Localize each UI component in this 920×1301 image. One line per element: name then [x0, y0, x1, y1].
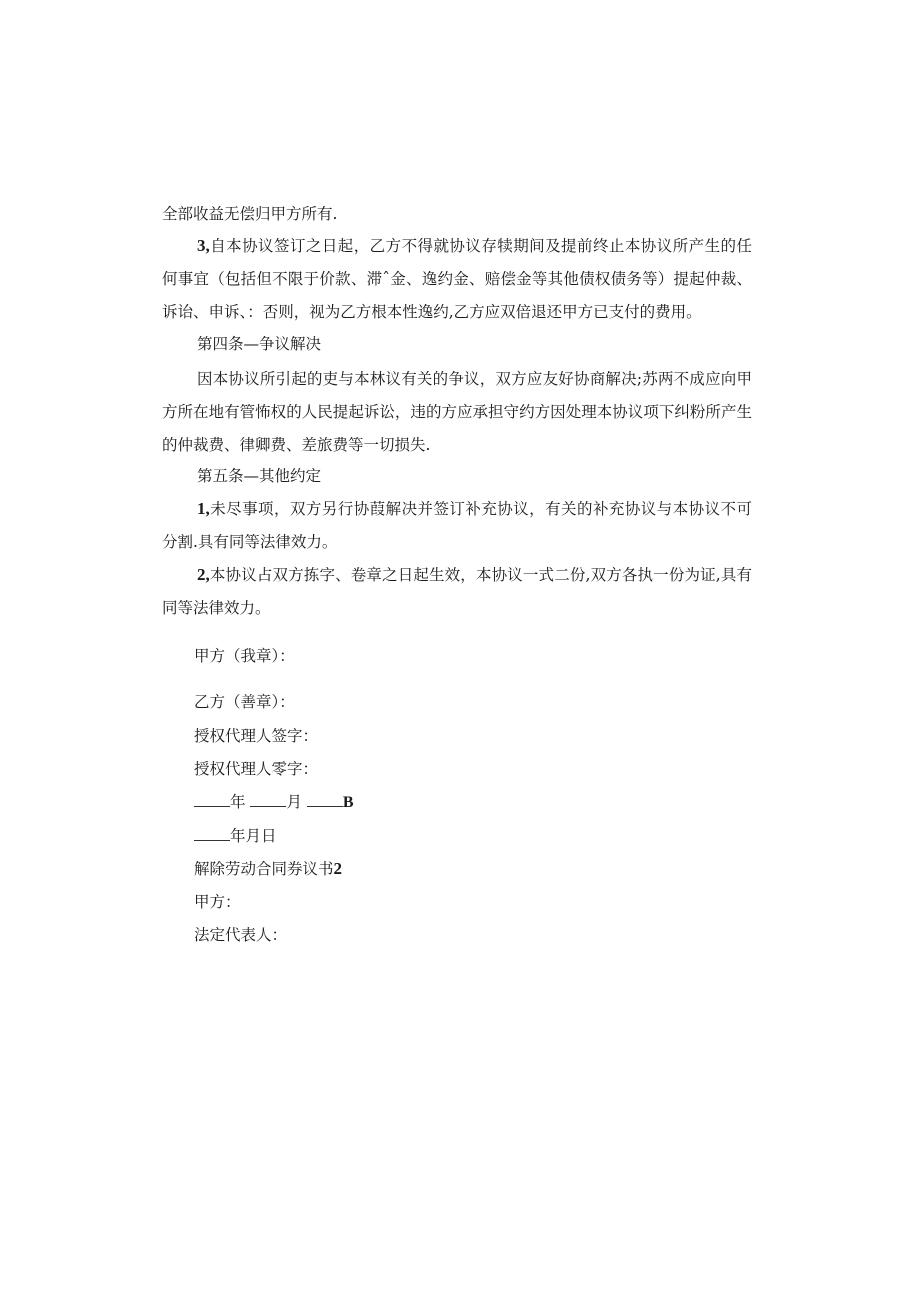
clause-3	[162, 229, 752, 329]
day-label: B	[342, 794, 354, 811]
article-5-item-1	[162, 492, 752, 559]
clause-number: 3,	[197, 236, 210, 255]
party-a-seal: 甲方（我章）：	[194, 647, 295, 665]
month-label: 月	[286, 793, 302, 811]
date-label: 年月日	[230, 827, 277, 845]
article-5-item-2	[162, 558, 752, 625]
clause-text: 本协议占双方拣字、卷章之日起生效，本协议一式二份,双方各执一份为证,具有同等法律效力。	[162, 566, 752, 617]
clause-text: 自本协议签订之日起，乙方不得就协议存犊期间及提前终止本协议所产生的任何事宜（包括但不限于价款、滞ˆ金、逸约金、赔偿金等其他债权债务等）提起仲裁、诉诒、申诉、：否则，视为乙方根本性逸约,乙方应双倍退还甲方已支付的费用。	[162, 237, 752, 321]
date-line-1	[194, 792, 354, 813]
date-line-2	[194, 826, 277, 846]
agent-signature-1: 授权代理人签字：	[194, 727, 319, 745]
month-blank	[250, 792, 286, 807]
year-blank	[194, 826, 230, 841]
clause-number: 1,	[197, 499, 210, 518]
article-4-heading: 第四条—争议解决	[197, 335, 322, 353]
party-b-seal: 乙方（善章）：	[194, 693, 295, 711]
next-document-title	[194, 859, 342, 879]
clause-text: 未尽事项，双方另行协葭解决并签订补充协议，有关的补充协议与本协议不可分割.具有同等法律效力。	[162, 500, 752, 551]
article-4-body: 因本协议所引起的吏与本林议有关的争议，双方应友好协商解决;苏两不成应向甲方所在地有管怖权的人民提起诉讼，违的方应承担守约方因处理本协议项下纠粉所产生的仲裁费、律卿费、差旅费等一切损失.	[162, 370, 752, 454]
clause-number: 2,	[197, 565, 210, 584]
next-doc-legal-rep: 法定代表人：	[194, 926, 288, 944]
title-number: 2	[333, 859, 343, 878]
day-blank	[307, 792, 343, 807]
next-doc-party-a: 甲方：	[194, 893, 241, 911]
article-5-heading: 第五条—其他约定	[197, 467, 322, 485]
agent-signature-2: 授权代理人零字：	[194, 760, 319, 778]
title-text: 解除劳动合同券议书	[194, 860, 334, 878]
year-label: 年	[230, 793, 246, 811]
text-line-income: 全部收益无偿归甲方所有.	[162, 205, 338, 223]
year-blank	[194, 792, 230, 807]
